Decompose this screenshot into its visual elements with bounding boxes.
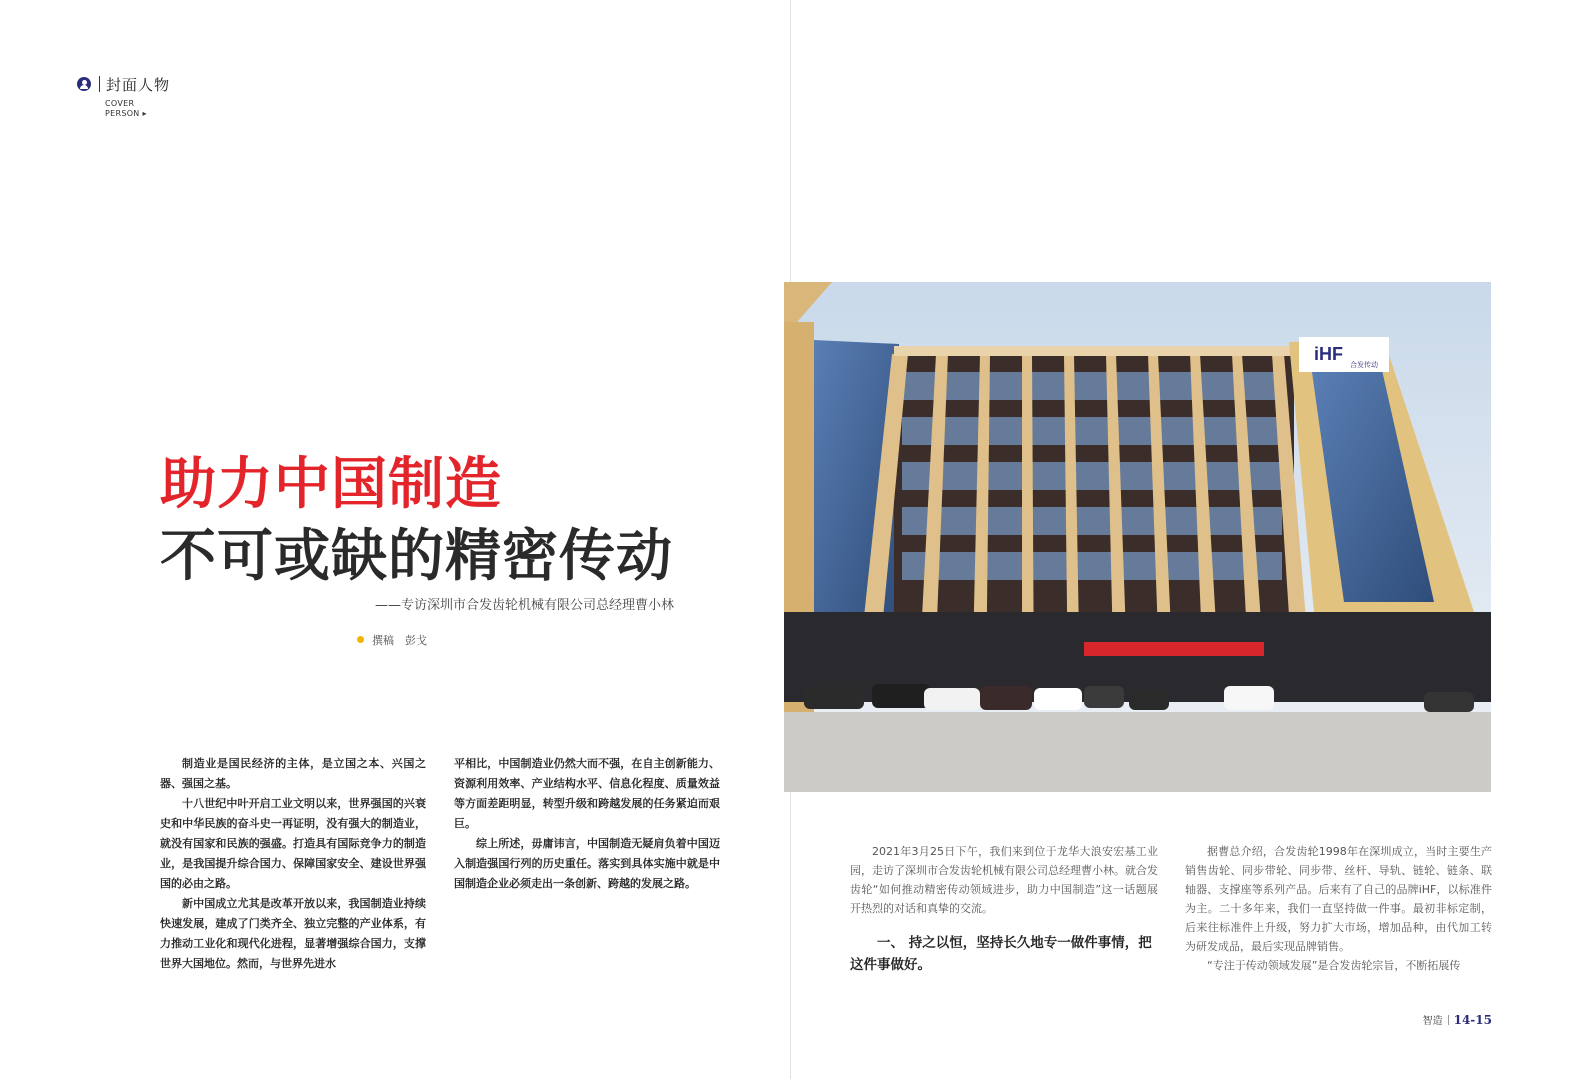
magazine-name: 智造 <box>1422 1016 1443 1027</box>
body-column-1 <box>160 754 426 974</box>
byline <box>357 632 427 648</box>
headline-line2: 不可或缺的精密传动 <box>160 524 673 589</box>
page-numbers: 14-15 <box>1453 1013 1492 1027</box>
building-sign-logo: iHF <box>1314 344 1343 364</box>
page-folio <box>1423 1012 1492 1027</box>
paragraph: “专注于传动领域发展”是合发齿轮宗旨，不断拓展传 <box>1207 959 1461 972</box>
paragraph: 制造业是国民经济的主体，是立国之本、兴国之器、强国之基。 <box>160 757 426 790</box>
byline-text: 撰稿 彭戈 <box>372 634 427 647</box>
section-heading-1: 一、 持之以恒，坚持长久地专一做件事情，把这件事做好。 <box>850 935 1152 973</box>
section-english-label <box>105 99 147 119</box>
headline-line1: 助力中国制造 <box>160 452 502 517</box>
right-column-2 <box>1185 842 1492 975</box>
section-title: 封面人物 <box>106 76 171 94</box>
person-icon <box>77 77 91 91</box>
bullet-dot-icon <box>357 636 364 643</box>
body-column-2 <box>454 754 720 894</box>
building-sign-cn: 合发传动 <box>1350 362 1378 369</box>
building-illustration <box>784 282 1491 792</box>
folio-divider <box>1448 1015 1449 1025</box>
building-photo <box>784 282 1491 792</box>
paragraph: 新中国成立尤其是改革开放以来，我国制造业持续快速发展，建成了门类齐全、独立完整的产业体系，有力推动工业化和现代化进程，显著增强综合国力，支撑世界大国地位。然而，与世界先进水 <box>160 897 426 970</box>
section-divider <box>99 76 100 92</box>
paragraph: 据曹总介绍，合发齿轮1998年在深圳成立，当时主要生产销售齿轮、同步带轮、同步带、丝杆、导轨、链轮、链条、联轴器、支撑座等系列产品。后来有了自己的品牌iHF，以标准件为主。二十多年来，我们一直坚持做一件事。最初非标定制，后来往标准件上升级，努力扩大市场，增加品种，由代加工转为研发成品，最后实现品牌销售。 <box>1185 845 1492 953</box>
article-subtitle: ——专访深圳市合发齿轮机械有限公司总经理曹小林 <box>374 598 674 613</box>
paragraph: 十八世纪中叶开启工业文明以来，世界强国的兴衰史和中华民族的奋斗史一再证明，没有强大的制造业，就没有国家和民族的强盛。打造具有国际竞争力的制造业，是我国提升综合国力、保障国家安全、建设世界强国的必由之路。 <box>160 797 426 890</box>
paragraph-continued: 平相比，中国制造业仍然大而不强，在自主创新能力、资源利用效率、产业结构水平、信息化程度、质量效益等方面差距明显，转型升级和跨越发展的任务紧迫而艰巨。 <box>454 757 720 830</box>
paragraph: 综上所述，毋庸讳言，中国制造无疑肩负着中国迈入制造强国行列的历史重任。落实到具体实施中就是中国制造企业必须走出一条创新、跨越的发展之路。 <box>454 837 720 890</box>
section-english-line2: PERSON ▸ <box>105 109 147 118</box>
paragraph: 2021年3月25日下午，我们来到位于龙华大浪安宏基工业园，走访了深圳市合发齿轮机械有限公司总经理曹小林。就合发齿轮“如何推动精密传动领域进步，助力中国制造”这一话题展开热烈的对话和真挚的交流。 <box>850 845 1158 915</box>
section-english-line1: COVER <box>105 99 135 108</box>
right-column-intro <box>850 842 1158 918</box>
